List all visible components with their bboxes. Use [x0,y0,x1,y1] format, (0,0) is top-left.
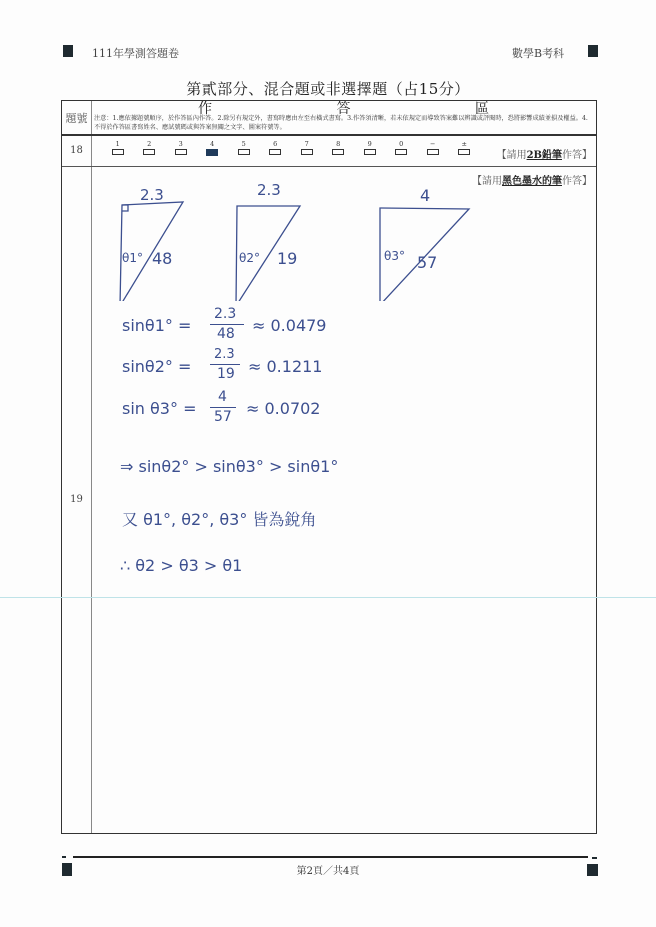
triangle3-angle-label: θ3° [384,249,405,263]
q18-instruction: 【請用2B鉛筆作答】 [496,150,592,161]
registration-mark-top-left [63,45,73,57]
bubble-5[interactable]: 5 [228,141,260,156]
triangle2-top-label: 2.3 [257,181,281,199]
conclusion-line-2: 又 θ1°, θ2°, θ3° 皆為銳角 [122,510,317,529]
triangle2-hyp-label: 19 [277,249,298,268]
conclusion-line-3: ∴ θ2 > θ3 > θ1 [120,556,243,575]
answer-area-header: 作 答 區 [198,101,549,117]
bubble-6[interactable]: 6 [260,141,292,156]
bubble-plusminus[interactable]: ± [449,141,481,156]
q19-instruction: 【請用黑色墨水的筆作答】 [472,176,592,187]
page-number: 第2頁／共4頁 [296,866,360,877]
conclusion-line-1: ⇒ sinθ2° > sinθ3° > sinθ1° [120,457,339,476]
triangle1-angle-label: θ1° [122,251,143,265]
subject-title: 數學B考科 [512,47,565,60]
bubble-4[interactable]: 4 [197,141,229,156]
question-19-number: 19 [70,494,83,505]
question-18-number: 18 [70,145,83,156]
triangle1-hyp-label: 48 [152,249,173,268]
exam-title: 111年學測答題卷 [92,47,179,60]
notice-text: 注意：1.應依據題號順序，於作答區內作答。2.除另有規定外，書寫時應由左至右橫式書寫。3.作答須清晰，若未依規定而導致答案難以辨識或評閱時，恐將影響成績並損及權益。4.不得於作答區書寫姓名、應試號碼或與答案無關之文字、圖案符號等。 [94,115,588,131]
footer-divider [73,856,588,858]
triangle1-top-label: 2.3 [140,186,164,204]
scan-artifact-line [0,597,656,598]
triangle3-hyp-label: 57 [417,253,438,272]
triangle3-top-label: 4 [420,186,431,205]
bubble-minus[interactable]: − [417,141,449,156]
triangle2-angle-label: θ2° [239,251,260,265]
bubble-8[interactable]: 8 [323,141,355,156]
footer-dash-left [62,856,66,858]
footer-dash-right [592,857,597,859]
bubble-2[interactable]: 2 [134,141,166,156]
bubble-7[interactable]: 7 [291,141,323,156]
bubble-9[interactable]: 9 [354,141,386,156]
question-number-header: 題號 [65,111,88,125]
section-title: 第貳部分、混合題或非選擇題（占15分） [186,80,470,98]
bubble-3[interactable]: 3 [165,141,197,156]
bubble-0[interactable]: 0 [386,141,418,156]
answer-table: 題號 作 答 區 注意：1.應依據題號順序，於作答區內作答。2.除另有規定外，書寫時應由左至右橫式書寫。3.作答須清晰，若未依規定而導致答案難以辨識或評閱時，恐將影響成績並損及權益。4.不得於作答區書寫姓名、應試號碼或與答案無關之文字、圖案符號等。 18 1 2 3 4 5 6 7 8 9 0 − ± 【請用2B鉛筆作答】 19 【請用黑色墨水的筆作答】 2.3 48 θ1° 2.3 19 θ2° 4 57 θ3° sinθ1° = 2.3 48 ≈ 0.0479 sinθ2° = 2.3 19 ≈ 0.1211 sin θ3° = 4 57 ≈ 0.0702 ⇒ sinθ2° > sinθ3° > sinθ1° 又 θ1°, θ2°, θ3° 皆為銳角 ∴ θ2 > θ3 > θ1 [61,100,597,834]
registration-mark-top-right [588,45,598,57]
bubble-1[interactable]: 1 [102,141,134,156]
